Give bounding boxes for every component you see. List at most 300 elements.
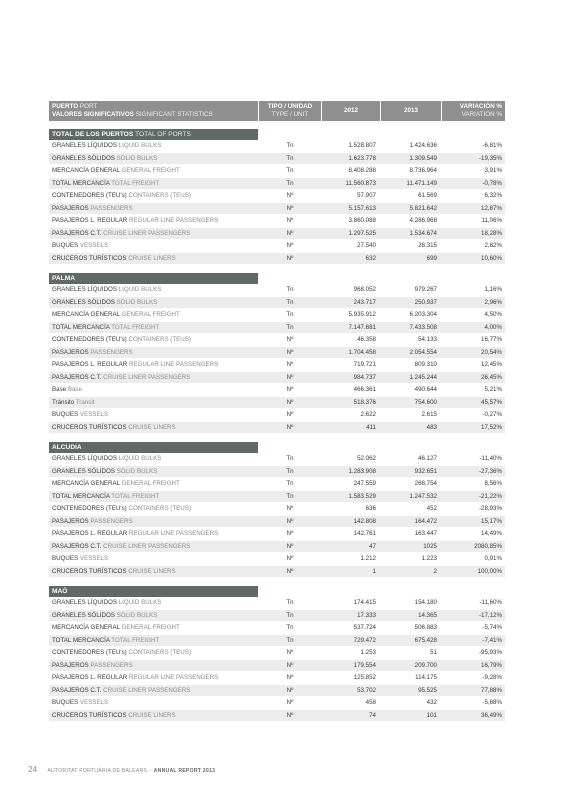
header-var-es: VARIACIÓN % — [459, 103, 502, 110]
row-value-2013: 1.247.532 — [409, 492, 437, 500]
table-row — [49, 228, 505, 241]
row-unit: Tn — [286, 142, 294, 149]
row-label-en: VESSELS — [79, 699, 109, 706]
row-label-es: TOTAL MERCANCÍA — [52, 636, 110, 644]
row-label-en: VESSELS — [79, 242, 109, 249]
row-label-en: LIQUID BULKS — [118, 286, 162, 293]
row-value-2012: 1.528.807 — [348, 142, 376, 149]
row-value-2012: 1.623.778 — [348, 154, 376, 162]
page-number: 24 — [28, 765, 38, 774]
row-variation: -27,36% — [478, 467, 502, 475]
row-label-es: PASAJEROS L. REGULAR — [52, 674, 128, 681]
table-row — [49, 697, 505, 710]
row-label — [49, 165, 258, 177]
header-var-en: VARIATION % — [461, 111, 502, 118]
row-variation: 20,54% — [481, 348, 502, 356]
row-variation: 0,91% — [484, 555, 502, 562]
page-footer — [28, 765, 215, 774]
table-row — [49, 309, 505, 322]
row-label-es: PASAJEROS L. REGULAR — [52, 361, 128, 368]
row-label-es: GRANELES LÍQUIDOS — [52, 142, 117, 149]
row-value-2012: 3.860.088 — [348, 217, 376, 224]
row-label — [49, 491, 258, 503]
row-value-2012: 518.376 — [353, 398, 376, 406]
row-value-2013: 6.203.304 — [409, 311, 437, 318]
row-label-en: REGULAR LINE PASSENGERS — [128, 674, 219, 681]
row-variation: 10,60% — [481, 254, 502, 262]
row-label-en: REGULAR LINE PASSENGERS — [128, 530, 219, 537]
row-value-2012: 27.540 — [357, 242, 376, 249]
row-value-2013: 452 — [426, 505, 437, 512]
row-label-en: TOTAL FREIGHT — [111, 492, 160, 500]
row-label — [49, 253, 258, 265]
row-value-2012: 174.415 — [353, 599, 376, 606]
row-label-en: CRUISE LINERS — [128, 254, 176, 262]
row-label — [49, 372, 258, 384]
row-label — [49, 453, 258, 465]
row-unit: Nº — [286, 661, 294, 669]
row-value-2013: 164.472 — [414, 517, 437, 525]
row-value-2012: 411 — [366, 423, 376, 431]
row-unit: Nº — [286, 699, 294, 706]
section-title — [49, 273, 258, 284]
row-value-2012: 984.737 — [353, 373, 376, 381]
row-value-2012: 247.559 — [353, 480, 376, 487]
row-label — [49, 190, 258, 202]
row-label — [49, 203, 258, 215]
row-label-es: BUQUES — [52, 411, 79, 418]
row-label — [49, 697, 258, 709]
row-value-2013: 1025 — [423, 542, 437, 550]
table-row — [49, 503, 505, 516]
row-variation: 12,45% — [481, 361, 502, 368]
row-unit: Tn — [286, 492, 294, 500]
row-value-2012: 1.283.908 — [348, 467, 376, 475]
row-unit: Nº — [286, 505, 294, 512]
section-title — [49, 586, 258, 597]
row-label-es: CRUCEROS TURÍSTICOS — [52, 711, 127, 719]
row-value-2013: 979.267 — [414, 286, 437, 293]
row-value-2013: 114.175 — [415, 674, 437, 681]
row-label — [49, 347, 258, 359]
row-label-es: GRANELES LÍQUIDOS — [52, 599, 117, 606]
row-label — [49, 178, 258, 190]
row-label-es: PASAJEROS C.T. — [52, 686, 102, 694]
row-label-es: Tránsito — [52, 398, 75, 406]
row-variation: 6,32% — [484, 192, 502, 199]
row-value-2013: 51 — [430, 649, 437, 656]
row-label-en: SOLID BULKS — [116, 154, 158, 162]
footer-org: AUTORITAT PORTUÀRIA DE BALEARS · — [47, 768, 151, 774]
row-value-2013: 2 — [433, 567, 437, 575]
row-label-en: PASSENGERS — [90, 348, 133, 356]
row-value-2013: 2.615 — [421, 411, 437, 418]
table-row — [49, 422, 505, 435]
row-variation: 2080,85% — [474, 542, 502, 550]
row-label-es: PASAJEROS — [52, 204, 89, 212]
row-variation: -21,22% — [478, 492, 502, 500]
row-value-2013: 483 — [426, 423, 437, 431]
row-unit: Nº — [286, 192, 294, 199]
row-label — [49, 660, 258, 672]
row-variation: -0,27% — [482, 411, 502, 418]
row-value-2012: 53.702 — [357, 686, 376, 694]
row-label-en: CONTAINERS (TEUS) — [128, 649, 191, 656]
header-variation-column — [442, 101, 505, 121]
row-label-es: GRANELES SÓLIDOS — [52, 298, 115, 306]
row-variation: -0,78% — [482, 179, 502, 187]
row-value-2012: 1.253 — [360, 649, 376, 656]
section-title-es: PALMA — [52, 275, 75, 282]
row-unit: Nº — [286, 674, 294, 681]
row-label-es: CRUCEROS TURÍSTICOS — [52, 254, 127, 262]
table-row — [49, 334, 505, 347]
row-label-en: PASSENGERS — [90, 661, 133, 669]
row-value-2013: 61.569 — [418, 192, 437, 199]
row-unit: Tn — [286, 599, 294, 606]
row-value-2012: 47 — [369, 542, 376, 550]
row-variation: -19,35% — [478, 154, 502, 162]
row-label-en: LIQUID BULKS — [118, 599, 162, 606]
table-row — [49, 541, 505, 554]
row-unit: Nº — [286, 373, 294, 381]
table-row — [49, 553, 505, 566]
header-stats-en: SIGNIFICANT STATISTICS — [135, 111, 213, 118]
row-label-es: BUQUES — [52, 242, 79, 249]
row-value-2013: 11.471.149 — [406, 179, 437, 187]
table-row — [49, 685, 505, 698]
row-unit: Nº — [286, 567, 294, 575]
row-label — [49, 710, 258, 722]
row-label — [49, 647, 258, 659]
row-value-2012: 57.907 — [357, 192, 376, 199]
row-value-2012: 458 — [365, 699, 376, 706]
row-value-2012: 179.554 — [353, 661, 376, 669]
row-variation: 1,16% — [484, 286, 502, 293]
row-label-en: GENERAL FREIGHT — [121, 311, 180, 318]
row-value-2012: 243.717 — [353, 298, 376, 306]
row-unit: Nº — [286, 229, 294, 237]
row-label — [49, 384, 258, 396]
row-label — [49, 685, 258, 697]
section-title-es: ALCUDIA — [52, 444, 82, 451]
row-label-en: CONTAINERS (TEUS) — [128, 192, 191, 199]
row-value-2013: 675.428 — [414, 636, 437, 644]
row-unit: Tn — [286, 311, 294, 318]
row-value-2012: 968.052 — [353, 286, 376, 293]
row-value-2012: 74 — [369, 711, 376, 719]
row-variation: -9,28% — [482, 674, 502, 681]
row-value-2013: 754.600 — [414, 398, 437, 406]
section-title-es: TOTAL DE LOS PUERTOS — [52, 131, 134, 138]
table-row — [49, 153, 505, 166]
row-label-es: PASAJEROS C.T. — [52, 542, 102, 550]
row-variation: 4,50% — [484, 311, 502, 318]
row-value-2013: 5.821.642 — [409, 204, 437, 212]
row-label-es: Base — [52, 386, 67, 393]
row-label-en: SOLID BULKS — [116, 467, 158, 475]
table-row — [49, 347, 505, 360]
row-variation: -28,93% — [478, 505, 502, 512]
header-type-en: TYPE / UNIT — [271, 111, 309, 118]
row-label-en: LIQUID BULKS — [118, 455, 162, 462]
table-row — [49, 610, 505, 623]
table-row — [49, 478, 505, 491]
row-label-en: CRUISE LINER PASSENGERS — [103, 542, 191, 550]
table-row — [49, 466, 505, 479]
row-label — [49, 541, 258, 553]
row-label-en: CONTAINERS (TEUS) — [128, 336, 191, 343]
row-label-es: MERCANCÍA GENERAL — [52, 624, 120, 631]
row-label — [49, 334, 258, 346]
row-value-2012: 1.583.529 — [348, 492, 376, 500]
row-value-2013: 209.700 — [414, 661, 437, 669]
row-value-2012: 11.560.873 — [345, 179, 376, 187]
row-value-2012: 636 — [365, 505, 376, 512]
table-row — [49, 409, 505, 422]
row-value-2013: 699 — [426, 254, 437, 262]
row-unit: Nº — [286, 254, 294, 262]
row-label-en: TOTAL FREIGHT — [111, 323, 160, 331]
row-label-es: PASAJEROS — [52, 517, 89, 525]
table-row — [49, 203, 505, 216]
table-row — [49, 566, 505, 579]
row-variation: 14,49% — [481, 530, 502, 537]
row-label — [49, 409, 258, 421]
row-label-en: CRUISE LINER PASSENGERS — [103, 373, 191, 381]
row-variation: 11,06% — [481, 217, 502, 224]
row-variation: 36,49% — [481, 711, 502, 719]
header-type-es: TIPO / UNIDAD — [267, 103, 313, 110]
row-value-2013: 163.447 — [414, 530, 437, 537]
row-label-en: GENERAL FREIGHT — [121, 480, 180, 487]
row-value-2012: 729.472 — [353, 636, 376, 644]
row-variation: 4,00% — [484, 323, 502, 331]
row-variation: 3,91% — [484, 167, 502, 174]
row-value-2012: 142.761 — [353, 530, 376, 537]
row-value-2012: 1.212 — [360, 555, 376, 562]
row-label-en: TOTAL FREIGHT — [111, 636, 160, 644]
header-type-column — [259, 101, 321, 121]
row-value-2012: 537.724 — [353, 624, 376, 631]
row-value-2013: 95.525 — [418, 686, 437, 694]
row-value-2013: 250.937 — [414, 298, 437, 306]
section-header-wrap — [49, 578, 505, 597]
row-value-2013: 1.424.636 — [409, 142, 437, 149]
row-unit: Nº — [286, 361, 294, 368]
row-label-en: CRUISE LINERS — [128, 423, 176, 431]
row-value-2013: 2.054.554 — [409, 348, 437, 356]
row-label-es: BUQUES — [52, 699, 79, 706]
row-unit: Tn — [286, 298, 294, 306]
table-row — [49, 635, 505, 648]
row-unit: Nº — [286, 398, 294, 406]
row-value-2012: 632 — [365, 254, 376, 262]
row-variation: 18,28% — [481, 229, 502, 237]
row-value-2013: 1.309.549 — [409, 154, 437, 162]
row-label-es: PASAJEROS L. REGULAR — [52, 217, 128, 224]
row-value-2012: 1 — [372, 567, 376, 575]
row-unit: Tn — [286, 611, 294, 619]
row-label-es: GRANELES LÍQUIDOS — [52, 286, 117, 293]
row-value-2013: 7.433.508 — [409, 323, 437, 331]
row-label — [49, 516, 258, 528]
section-header-wrap — [49, 265, 505, 284]
row-value-2012: 1.297.525 — [348, 229, 376, 237]
row-unit: Tn — [286, 455, 294, 462]
row-label-en: CRUISE LINERS — [128, 711, 176, 719]
row-variation: 5,21% — [484, 386, 502, 393]
row-unit: Nº — [286, 686, 294, 694]
row-label — [49, 610, 258, 622]
row-label-en: PASSENGERS — [90, 204, 133, 212]
row-label — [49, 478, 258, 490]
row-unit: Tn — [286, 624, 294, 631]
table-row — [49, 384, 505, 397]
row-variation: -5,74% — [482, 624, 502, 631]
row-unit: Nº — [286, 423, 294, 431]
row-label — [49, 284, 258, 296]
table-row — [49, 622, 505, 635]
row-value-2013: 1.223 — [421, 555, 437, 562]
footer-report: ANNUAL REPORT 2013 — [153, 768, 216, 774]
table-row — [49, 647, 505, 660]
row-value-2013: 1.534.674 — [409, 229, 437, 237]
row-variation: 15,17% — [481, 517, 502, 525]
table-row — [49, 140, 505, 153]
header-2013-column — [381, 101, 441, 121]
table-row — [49, 660, 505, 673]
row-label-en: LIQUID BULKS — [118, 142, 162, 149]
table-row — [49, 178, 505, 191]
row-label — [49, 553, 258, 565]
row-value-2012: 5.157.613 — [348, 204, 376, 212]
row-value-2013: 1.245.244 — [409, 373, 437, 381]
statistics-table — [49, 101, 505, 722]
row-label-en: GENERAL FREIGHT — [121, 167, 180, 174]
row-label-es: PASAJEROS C.T. — [52, 229, 102, 237]
row-value-2013: 809.310 — [414, 361, 437, 368]
row-label-en: SOLID BULKS — [116, 611, 158, 619]
header-port-es: PUERTO — [52, 103, 79, 110]
table-row — [49, 516, 505, 529]
row-unit: Tn — [286, 167, 294, 174]
row-value-2013: 432 — [426, 699, 437, 706]
row-label-en: VESSELS — [79, 411, 109, 418]
row-label — [49, 228, 258, 240]
header-port-column — [49, 101, 258, 121]
section-title — [49, 129, 258, 140]
row-label-es: GRANELES SÓLIDOS — [52, 611, 115, 619]
row-label-es: GRANELES LÍQUIDOS — [52, 455, 117, 462]
row-variation: -5,68% — [482, 699, 502, 706]
row-label — [49, 240, 258, 252]
row-variation: -11,60% — [479, 599, 502, 606]
row-label-en: VESSELS — [79, 555, 109, 562]
row-unit: Nº — [286, 711, 294, 719]
table-row — [49, 190, 505, 203]
row-label-es: MERCANCÍA GENERAL — [52, 480, 120, 487]
row-label-es: CRUCEROS TURÍSTICOS — [52, 567, 127, 575]
row-label — [49, 322, 258, 334]
row-label — [49, 528, 258, 540]
row-variation: 2,82% — [484, 242, 502, 249]
row-unit: Tn — [286, 480, 294, 487]
row-unit: Nº — [286, 649, 294, 656]
row-unit: Nº — [286, 517, 294, 525]
row-value-2013: 28.315 — [418, 242, 437, 249]
row-unit: Nº — [286, 242, 294, 249]
row-label-es: CONTENEDORES (TEU's) — [52, 649, 127, 656]
row-label-en: Base — [67, 386, 82, 393]
table-row — [49, 597, 505, 610]
row-label — [49, 672, 258, 684]
row-variation: 77,88% — [481, 686, 502, 694]
row-label — [49, 635, 258, 647]
row-unit: Tn — [286, 636, 294, 644]
header-port-en: PORT — [79, 103, 98, 110]
row-value-2013: 268.754 — [414, 480, 437, 487]
table-row — [49, 322, 505, 335]
row-value-2013: 46.127 — [418, 455, 437, 462]
row-unit: Nº — [286, 217, 294, 224]
row-unit: Nº — [286, 386, 294, 393]
row-label-en: CRUISE LINERS — [128, 567, 176, 575]
row-variation: 16,77% — [481, 336, 502, 343]
row-label-en: SOLID BULKS — [116, 298, 158, 306]
section-title — [49, 442, 258, 453]
row-label-es: TOTAL MERCANCÍA — [52, 179, 110, 187]
row-variation: 16,79% — [481, 661, 502, 669]
row-label — [49, 566, 258, 578]
row-value-2013: 8.736.964 — [409, 167, 437, 174]
row-value-2012: 46.358 — [357, 336, 376, 343]
table-row — [49, 359, 505, 372]
table-row — [49, 253, 505, 266]
row-variation: 26,45% — [481, 373, 502, 381]
row-variation: 45,57% — [481, 398, 502, 406]
row-value-2012: 142.808 — [353, 517, 376, 525]
table-row — [49, 240, 505, 253]
row-unit: Tn — [286, 179, 294, 187]
row-unit: Nº — [286, 530, 294, 537]
row-unit: Tn — [286, 323, 294, 331]
row-label — [49, 215, 258, 227]
row-label-en: GENERAL FREIGHT — [121, 624, 180, 631]
row-label-es: BUQUES — [52, 555, 79, 562]
row-unit: Nº — [286, 411, 294, 418]
row-variation: 100,00% — [477, 567, 502, 575]
table-row — [49, 165, 505, 178]
row-variation: 2,96% — [484, 298, 502, 306]
row-label-en: REGULAR LINE PASSENGERS — [128, 361, 219, 368]
row-label-en: Transit — [75, 398, 95, 406]
row-label-es: CONTENEDORES (TEU's) — [52, 336, 127, 343]
row-value-2013: 490.644 — [414, 386, 437, 393]
row-label — [49, 422, 258, 434]
header-stats-es: VALORES SIGNIFICATIVOS — [52, 111, 134, 118]
row-variation: 12,87% — [481, 204, 502, 212]
row-value-2013: 154.180 — [414, 599, 437, 606]
row-unit: Nº — [286, 204, 294, 212]
row-value-2013: 932.651 — [414, 467, 437, 475]
row-variation: 17,52% — [481, 423, 502, 431]
row-value-2012: 17.333 — [357, 611, 376, 619]
section-title-es: MAÓ — [52, 588, 68, 595]
row-value-2013: 54.133 — [418, 336, 437, 343]
row-label-es: PASAJEROS — [52, 348, 89, 356]
table-body — [49, 121, 505, 722]
